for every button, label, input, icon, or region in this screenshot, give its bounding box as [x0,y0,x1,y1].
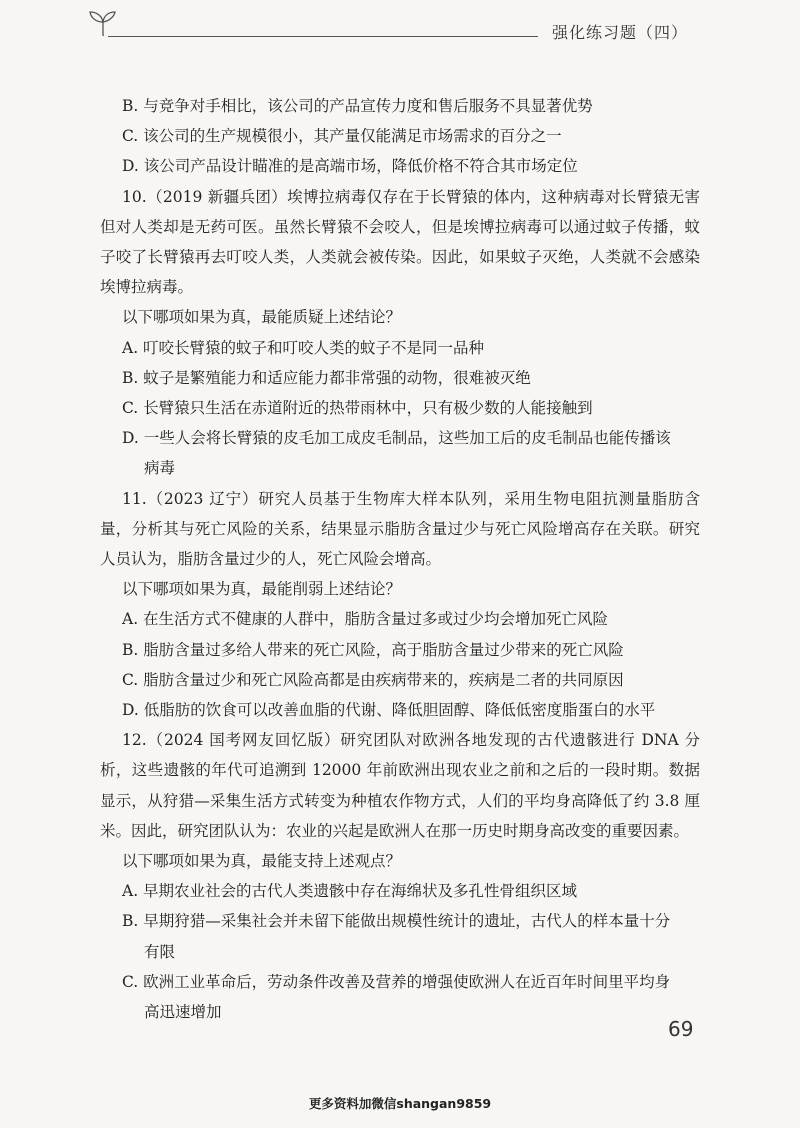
q11-option-a: A. 在生活方式不健康的人群中，脂肪含量过多或过少均会增加死亡风险 [122,610,609,629]
q10-option-b: B. 蚊子是繁殖能力和适应能力都非常强的动物，很难被灭绝 [122,368,531,387]
sprout-icon [86,10,120,36]
q12-prompt: 以下哪项如果为真，最能支持上述观点？ [122,852,402,871]
page-number: 69 [668,1017,694,1041]
q9-option-c: C. 该公司的生产规模很小，其产量仅能满足市场需求的百分之一 [122,127,562,146]
q10-stem: 10.（2019 新疆兵团）埃博拉病毒仅存在于长臂猿的体内，这种病毒对长臂猿无害但对人类却是无药可医。虽然长臂猿不会咬人，但是埃博拉病毒可以通过蚊子传播，蚊子咬了长臂猿再去叮咬人类，人类就会被传染。因此，如果蚊子灭绝，人类就不会感染埃博拉病毒。 [100,187,700,297]
q11-prompt: 以下哪项如果为真，最能削弱上述结论？ [122,580,402,599]
q9-option-d: D. 该公司产品设计瞄准的是高端市场，降低价格不符合其市场定位 [122,157,578,176]
q10-option-d [100,423,700,483]
q12-stem: 12.（2024 国考网友回忆版）研究团队对欧洲各地发现的古代遗骸进行 DNA 分析，这些遗骸的年代可追溯到 12000 年前欧洲出现农业之前和之后的一段时期。数据显示，从狩猎—采集生活方式转变为种植农作物方式，人们的平均身高降低了约 3.8 厘米。因此，研究团队认为：农业的兴起是欧洲人在那一历史时期身高改变的重要因素。 [100,731,700,840]
q11-stem: 11.（2023 辽宁）研究人员基于生物库大样本队列，采用生物电阻抗测量脂肪含量，分析其与死亡风险的关系，结果显示脂肪含量过少与死亡风险增高存在关联。研究人员认为，脂肪含量过少的人，死亡风险会增高。 [100,489,700,569]
section-title: 强化练习题（四） [552,23,689,42]
q12-option-c-line2: 高迅速增加 [144,1003,222,1022]
page-body [100,91,700,1027]
header-rule [108,36,538,37]
q12-option-b-line1: B. 早期狩猎—采集社会并未留下能做出规模性统计的遗址，古代人的样本量十分 [122,912,671,931]
q10-option-d-line1: D. 一些人会将长臂猿的皮毛加工成皮毛制品，这些加工后的皮毛制品也能传播该 [122,429,671,448]
q10-option-c: C. 长臂猿只生活在赤道附近的热带雨林中，只有极少数的人能接触到 [122,399,593,418]
footer-note: 更多资料加微信shangan9859 [308,1096,492,1111]
q12-option-a: A. 早期农业社会的古代人类遗骸中存在海绵状及多孔性骨组织区域 [122,882,578,901]
q12-option-b-line2: 有限 [144,942,176,961]
q12-option-b [100,906,700,966]
q12-option-c-line1: C. 欧洲工业革命后，劳动条件改善及营养的增强使欧洲人在近百年时间里平均身 [122,972,671,991]
q11-option-c: C. 脂肪含量过少和死亡风险高都是由疾病带来的，疾病是二者的共同原因 [122,670,624,689]
q11-option-d: D. 低脂肪的饮食可以改善血脂的代谢、降低胆固醇、降低低密度脂蛋白的水平 [122,701,656,720]
q9-option-b: B. 与竞争对手相比，该公司的产品宣传力度和售后服务不具显著优势 [122,97,593,115]
page-header [0,0,800,60]
q12-option-c [100,967,700,1027]
q11-option-b: B. 脂肪含量过多给人带来的死亡风险，高于脂肪含量过少带来的死亡风险 [122,640,624,659]
q10-prompt: 以下哪项如果为真，最能质疑上述结论？ [122,308,402,327]
q10-option-a: A. 叮咬长臂猿的蚊子和叮咬人类的蚊子不是同一品种 [122,338,485,357]
q10-option-d-line2: 病毒 [144,459,176,478]
